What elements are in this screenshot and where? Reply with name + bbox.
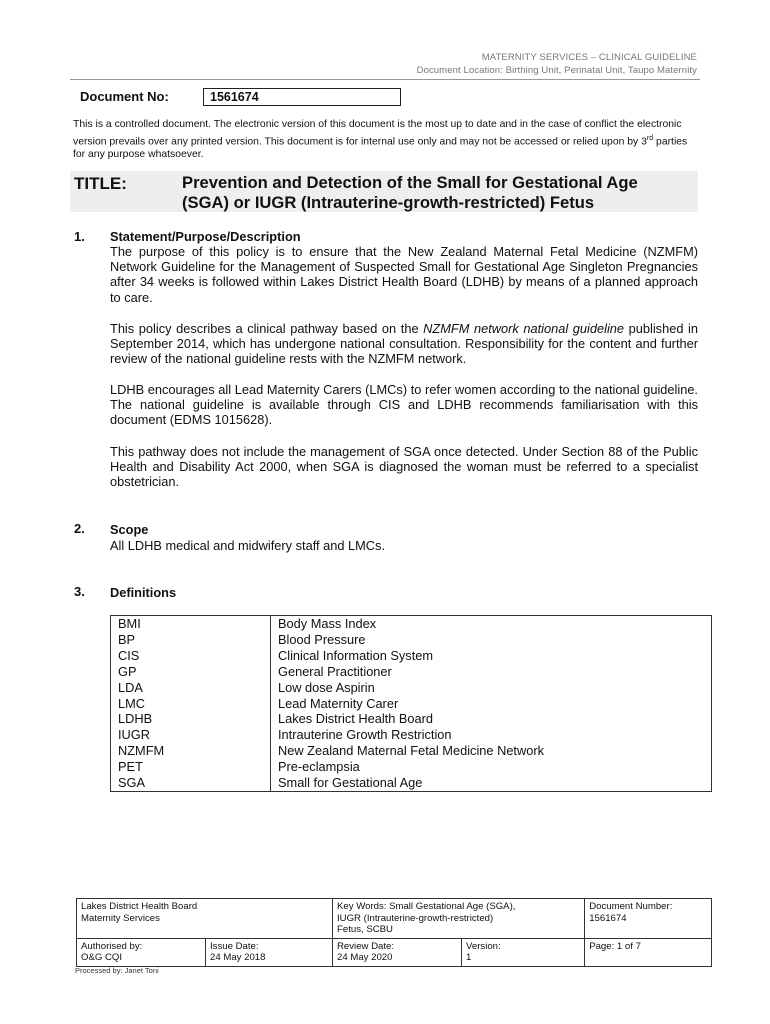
footer-review-date xyxy=(333,938,462,966)
footer-authorised xyxy=(77,938,206,966)
footer-keywords-line-2: IUGR (Intrauterine-growth-restricted) xyxy=(337,912,494,924)
document-footer-table xyxy=(76,898,712,967)
footer-keywords xyxy=(333,899,585,939)
processed-by-note: Processed by: Janet Toni xyxy=(75,966,159,975)
header-rule xyxy=(70,79,700,80)
section-1-paragraph-1: The purpose of this policy is to ensure that the New Zealand Maternal Fetal Medicine (NZMFM) Network Guideline for the Management of Suspected Small for Gestational Age Singleton Pregnancies after 34 weeks is followed within Lakes District Health Board (LDHB) by means of a planned approach to care. xyxy=(110,244,698,305)
definition-meaning: Intrauterine Growth Restriction xyxy=(278,727,452,743)
document-title xyxy=(182,173,698,213)
definition-abbreviation: NZMFM xyxy=(111,743,271,759)
footer-keywords-line-1: Key Words: Small Gestational Age (SGA), xyxy=(337,901,516,912)
definition-row xyxy=(111,711,712,727)
header-document-location: Document Location: Birthing Unit, Perinatal Unit, Taupo Maternity xyxy=(416,65,697,76)
footer-page-number: Page: 1 of 7 xyxy=(585,938,712,966)
section-1-paragraph-2 xyxy=(110,321,698,367)
section-2-heading: Scope xyxy=(110,522,149,537)
definition-abbreviation: PET xyxy=(111,759,271,775)
definition-abbreviation: LMC xyxy=(111,696,271,712)
definition-abbreviation: CIS xyxy=(111,648,271,664)
section-1-paragraph-3: LDHB encourages all Lead Maternity Carers (LMCs) to refer women according to the national guideline. The national guideline is available through CIS and LDHB recommends familiarisation with this document (EDMS 1015628). xyxy=(110,382,698,428)
controlled-document-notice xyxy=(73,118,699,162)
section-1-paragraph-4: This pathway does not include the management of SGA once detected. Under Section 88 of the Public Health and Disability Act 2000, when SGA is diagnosed the woman must be referred to a specialist obstetrician. xyxy=(110,444,698,490)
definitions-table xyxy=(110,615,712,792)
title-label: TITLE: xyxy=(74,174,127,193)
definition-meaning: Low dose Aspirin xyxy=(278,679,375,695)
definition-meaning: Pre-eclampsia xyxy=(278,759,360,775)
footer-issue-date xyxy=(206,938,333,966)
notice-superscript: rd xyxy=(646,134,654,142)
definition-row xyxy=(111,727,712,743)
definition-abbreviation: IUGR xyxy=(111,727,271,743)
definition-meaning: Blood Pressure xyxy=(278,631,366,647)
footer-version-label: Version: xyxy=(466,940,501,952)
definition-meaning: Clinical Information System xyxy=(278,647,434,663)
footer-document-number: Document Number: 1561674 xyxy=(585,899,712,939)
definition-row xyxy=(111,743,712,759)
footer-version xyxy=(462,938,585,966)
definition-meaning: Lakes District Health Board xyxy=(278,711,434,727)
definition-meaning: Lead Maternity Carer xyxy=(278,695,399,711)
definition-row xyxy=(111,616,712,632)
footer-issue-label: Issue Date: xyxy=(210,940,259,952)
footer-org-service: Maternity Services xyxy=(81,912,160,924)
document-no-label: Document No: xyxy=(80,89,169,104)
section-2-text: All LDHB medical and midwifery staff and LMCs. xyxy=(110,538,386,553)
footer-authorised-label: Authorised by: xyxy=(81,940,143,952)
footer-organisation xyxy=(77,899,333,939)
footer-org-name: Lakes District Health Board xyxy=(81,901,198,912)
definition-row xyxy=(111,759,712,775)
header-guideline-type: MATERNITY SERVICES – CLINICAL GUIDELINE xyxy=(481,52,697,63)
section-3-number: 3. xyxy=(74,584,85,599)
footer-issue-value: 24 May 2018 xyxy=(210,952,266,963)
document-no-value: 1561674 xyxy=(203,88,401,106)
definition-abbreviation: BMI xyxy=(111,616,271,632)
definition-meaning: New Zealand Maternal Fetal Medicine Network xyxy=(278,743,545,759)
section-1-number: 1. xyxy=(74,229,85,244)
definition-meaning: General Practitioner xyxy=(278,663,392,679)
definition-row xyxy=(111,696,712,712)
footer-review-value: 24 May 2020 xyxy=(337,952,393,963)
paragraph-2-emphasis: NZMFM network national guideline xyxy=(423,321,625,336)
section-3-heading: Definitions xyxy=(110,585,177,600)
definition-meaning: Body Mass Index xyxy=(278,616,377,631)
footer-authorised-value: O&G CQI xyxy=(81,952,123,963)
footer-keywords-line-3: Fetus, SCBU xyxy=(337,924,393,935)
footer-version-value: 1 xyxy=(466,952,472,963)
definition-abbreviation: BP xyxy=(111,632,271,648)
notice-text-start: This is a controlled document. The electronic version of this document is the most up to date and in the case of conflict the electronic version prevails over any printed version. This document is for internal use only and may not be accessed or relied upon by 3 xyxy=(73,119,682,147)
definition-abbreviation: LDHB xyxy=(111,711,271,727)
definition-meaning: Small for Gestational Age xyxy=(278,775,423,791)
definition-abbreviation: SGA xyxy=(111,775,271,791)
definition-abbreviation: GP xyxy=(111,664,271,680)
paragraph-2-start: This policy describes a clinical pathway based on the xyxy=(110,321,424,336)
title-line-1: Prevention and Detection of the Small for Gestational Age xyxy=(182,173,638,192)
definition-abbreviation: LDA xyxy=(111,680,271,696)
definition-row xyxy=(111,680,712,696)
notice-text-end: parties for any purpose whatsoever. xyxy=(73,135,688,161)
title-line-2: (SGA) or IUGR (Intrauterine-growth-restricted) Fetus xyxy=(182,193,595,212)
paragraph-2-end: published in September 2014, which has undergone national consultation. Responsibility for the content and further review of the national guideline rests with the NZMFM network. xyxy=(110,321,699,367)
footer-review-label: Review Date: xyxy=(337,940,395,952)
definition-row xyxy=(111,632,712,648)
definition-row xyxy=(111,664,712,680)
definition-row xyxy=(111,775,712,791)
definition-row xyxy=(111,648,712,664)
section-2-number: 2. xyxy=(74,521,85,536)
section-1-heading: Statement/Purpose/Description xyxy=(110,229,301,244)
